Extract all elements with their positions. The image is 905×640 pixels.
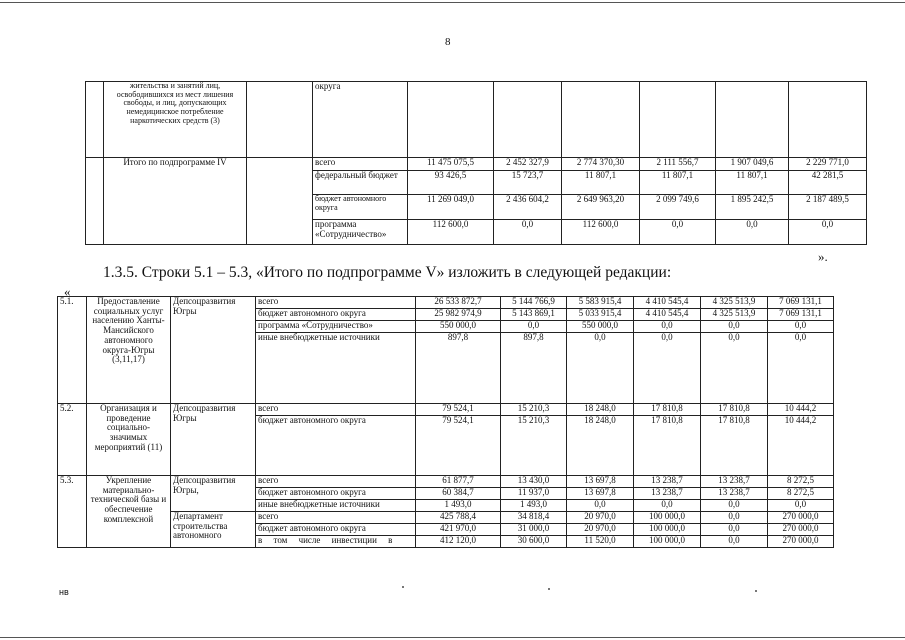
cell-value: 897,8 — [501, 333, 567, 404]
cell-value: 550 000,0 — [416, 321, 501, 333]
cell-value: 0,0 — [701, 512, 768, 524]
cell-value: 4 410 545,4 — [634, 309, 701, 321]
cell-value: 11 520,0 — [567, 536, 634, 548]
cell-value: 17 810,8 — [701, 404, 768, 416]
table-row — [86, 82, 867, 158]
cell-value: 0,0 — [501, 321, 567, 333]
cell-value: 11 807,1 — [562, 171, 640, 195]
cell-value: 0,0 — [634, 500, 701, 512]
funding-source: всего — [256, 476, 416, 488]
cell-value: 5 033 915,4 — [567, 309, 634, 321]
executor: Депсоцразвития Югры, — [171, 476, 256, 512]
cell-value: 0,0 — [701, 524, 768, 536]
funding-source: всего — [256, 404, 416, 416]
funding-source: бюджет автономного округа — [256, 309, 416, 321]
executor: Депсоцразвития Югры — [171, 297, 256, 404]
page-number: 8 — [445, 36, 451, 48]
cell-value: 0,0 — [716, 220, 789, 245]
total-label: Итого по подпрограмме IV — [104, 158, 247, 245]
funding-source: бюджет автономного округа — [256, 488, 416, 500]
cell-value: 0,0 — [701, 500, 768, 512]
previous-subprogram-table — [85, 81, 867, 245]
table-row — [86, 158, 867, 171]
funding-source: бюджет автономного округа — [313, 195, 408, 220]
cell-value: 2 774 370,30 — [562, 158, 640, 171]
cell-value: 112 600,0 — [562, 220, 640, 245]
cell-value: 17 810,8 — [701, 416, 768, 476]
cell-value: 270 000,0 — [768, 512, 834, 524]
cell-value: 11 937,0 — [501, 488, 567, 500]
cell-value: 10 444,2 — [768, 404, 834, 416]
cell-value: 34 818,4 — [501, 512, 567, 524]
cell-value: 15 210,3 — [501, 416, 567, 476]
cell-value: 5 143 869,1 — [501, 309, 567, 321]
cell-value: 100 000,0 — [634, 524, 701, 536]
measure-name: Предоставление социальных услуг населению Ханты-Мансийского автономного округа-Югры (3,11,17) — [87, 297, 171, 404]
cell-value: 550 000,0 — [567, 321, 634, 333]
cell-value: 100 000,0 — [634, 512, 701, 524]
cell-value: 1 907 049,6 — [716, 158, 789, 171]
cell-value: 2 452 327,9 — [494, 158, 562, 171]
cell-value: 13 697,8 — [567, 488, 634, 500]
cell-value: 1 493,0 — [416, 500, 501, 512]
row-number: 5.3. — [58, 476, 87, 548]
cell-value: 0,0 — [567, 333, 634, 404]
cell-value: 13 238,7 — [701, 488, 768, 500]
cell-value: 2 229 771,0 — [789, 158, 867, 171]
cell-value: 11 269 049,0 — [408, 195, 494, 220]
cell-value: 2 649 963,20 — [562, 195, 640, 220]
cell-value: 25 982 974,9 — [416, 309, 501, 321]
cell-value: 4 325 513,9 — [701, 309, 768, 321]
amendment-heading: 1.3.5. Строки 5.1 – 5.3, «Итого по подпрограмме V» изложить в следующей редакции: — [103, 264, 672, 281]
cell-value: 0,0 — [494, 220, 562, 245]
row-number: 5.2. — [58, 404, 87, 476]
cell-value: 2 099 749,6 — [640, 195, 716, 220]
funding-source: в том числе инвестиции в — [256, 536, 416, 548]
cell-value: 79 524,1 — [416, 404, 501, 416]
subprogram-v-table — [57, 296, 834, 548]
cell-value: 4 410 545,4 — [634, 297, 701, 309]
cell-value: 13 238,7 — [634, 476, 701, 488]
cell-value: 13 430,0 — [501, 476, 567, 488]
cell-value: 31 000,0 — [501, 524, 567, 536]
cell-value: 0,0 — [567, 500, 634, 512]
cell-value: 30 600,0 — [501, 536, 567, 548]
cell-value: 0,0 — [634, 321, 701, 333]
cell-value: 5 144 766,9 — [501, 297, 567, 309]
cell-value: 270 000,0 — [768, 524, 834, 536]
cell-value: 2 111 556,7 — [640, 158, 716, 171]
cell-value: 0,0 — [768, 500, 834, 512]
cell-value: 11 475 075,5 — [408, 158, 494, 171]
funding-source: программа «Сотрудничество» — [256, 321, 416, 333]
cell-value: 8 272,5 — [768, 488, 834, 500]
cell-value: 0,0 — [768, 321, 834, 333]
cell-value: 2 436 604,2 — [494, 195, 562, 220]
cell-value: 13 238,7 — [701, 476, 768, 488]
table-row — [58, 512, 834, 524]
executor: Департамент строительства автономного — [171, 512, 256, 548]
funding-source: округа — [313, 82, 408, 158]
funding-source: иные внебюджетные источники — [256, 500, 416, 512]
scan-top-edge — [0, 2, 905, 3]
footer-mark: нв — [59, 587, 69, 597]
funding-source: иные внебюджетные источники — [256, 333, 416, 404]
cell-value: 79 524,1 — [416, 416, 501, 476]
cell-value: 60 384,7 — [416, 488, 501, 500]
cell-value: 112 600,0 — [408, 220, 494, 245]
cell-value: 20 970,0 — [567, 512, 634, 524]
cell-value: 897,8 — [416, 333, 501, 404]
scan-bottom-edge — [0, 637, 905, 638]
cell-value: 0,0 — [789, 220, 867, 245]
measure-name: Укрепление материально-технической базы и обеспечение комплексной — [87, 476, 171, 548]
cell-value: 15 723,7 — [494, 171, 562, 195]
cell-value: 7 069 131,1 — [768, 309, 834, 321]
cell-value: 20 970,0 — [567, 524, 634, 536]
cell-value: 11 807,1 — [640, 171, 716, 195]
cell-value: 17 810,8 — [634, 404, 701, 416]
cell-value: 4 325 513,9 — [701, 297, 768, 309]
funding-source: программа «Сотрудничество» — [313, 220, 408, 245]
cell-value: 1 493,0 — [501, 500, 567, 512]
cell-value: 0,0 — [640, 220, 716, 245]
row-number: 5.1. — [58, 297, 87, 404]
table-row — [58, 476, 834, 488]
funding-source: всего — [313, 158, 408, 171]
cell-value: 93 426,5 — [408, 171, 494, 195]
cell-value: 18 248,0 — [567, 416, 634, 476]
scan-speck — [755, 590, 757, 592]
cell-value: 42 281,5 — [789, 171, 867, 195]
cell-value: 5 583 915,4 — [567, 297, 634, 309]
cell-value: 0,0 — [634, 333, 701, 404]
funding-source: всего — [256, 297, 416, 309]
cell-value: 18 248,0 — [567, 404, 634, 416]
opening-quote: « — [64, 284, 71, 299]
table-row — [58, 297, 834, 309]
table-row — [58, 404, 834, 416]
cell-value: 270 000,0 — [768, 536, 834, 548]
executor: Депсоцразвития Югры — [171, 404, 256, 476]
cell-value: 7 069 131,1 — [768, 297, 834, 309]
cell-value: 425 788,4 — [416, 512, 501, 524]
cell-value: 421 970,0 — [416, 524, 501, 536]
cell-value: 15 210,3 — [501, 404, 567, 416]
funding-source: бюджет автономного округа — [256, 416, 416, 476]
cell-value: 100 000,0 — [634, 536, 701, 548]
cell-value: 1 895 242,5 — [716, 195, 789, 220]
cell-value: 61 877,7 — [416, 476, 501, 488]
scan-speck — [548, 588, 550, 590]
cell-value: 10 444,2 — [768, 416, 834, 476]
closing-quote: ». — [818, 249, 828, 264]
funding-source: федеральный бюджет — [313, 171, 408, 195]
cell-value: 26 533 872,7 — [416, 297, 501, 309]
funding-source: бюджет автономного округа — [256, 524, 416, 536]
cell-value: 0,0 — [701, 536, 768, 548]
cell-value: 13 238,7 — [634, 488, 701, 500]
cell-value: 2 187 489,5 — [789, 195, 867, 220]
measure-name: жительства и занятий лиц, освободившихся из мест лишения свободы, и лиц, допускающих немедицинское потребление наркотических средств (3) — [104, 82, 247, 158]
cell-value: 0,0 — [701, 333, 768, 404]
cell-value: 17 810,8 — [634, 416, 701, 476]
cell-value: 11 807,1 — [716, 171, 789, 195]
cell-value: 8 272,5 — [768, 476, 834, 488]
cell-value: 0,0 — [701, 321, 768, 333]
funding-source: всего — [256, 512, 416, 524]
cell-value: 412 120,0 — [416, 536, 501, 548]
cell-value: 13 697,8 — [567, 476, 634, 488]
cell-value: 0,0 — [768, 333, 834, 404]
measure-name: Организация и проведение социально-значимых мероприятий (11) — [87, 404, 171, 476]
scan-speck — [402, 586, 404, 588]
